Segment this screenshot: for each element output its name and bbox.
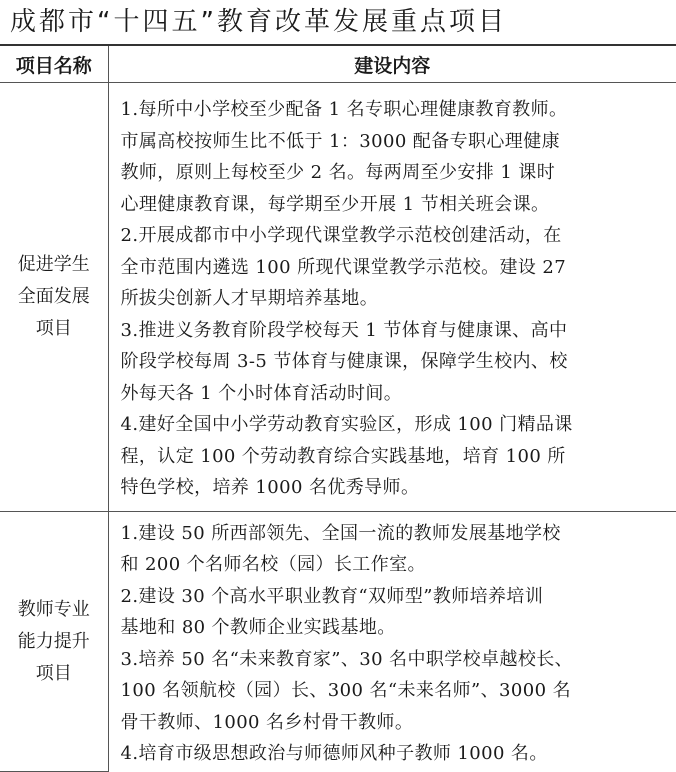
content-line: 3.推进义务教育阶段学校每天 1 节体育与健康课、高中 <box>120 319 568 341</box>
content-line: 1.建设 50 所西部领先、全国一流的教师发展基地学校 <box>120 522 561 544</box>
content-line: 100 名领航校（园）长、300 名“未来名师”、3000 名 <box>120 680 571 702</box>
content-line: 市属高校按师生比不低于 1：3000 配备专职心理健康 <box>120 130 561 152</box>
project-name-cell <box>0 83 108 512</box>
content-line: 1.每所中小学校至少配备 1 名专职心理健康教育教师。 <box>120 99 568 121</box>
content-item <box>121 518 667 581</box>
content-item <box>121 94 667 220</box>
table-header-row <box>0 45 676 83</box>
project-name-line: 项目 <box>35 662 72 684</box>
content-item <box>121 220 667 315</box>
content-line: 全市范围内遴选 100 所现代课堂教学示范校。建设 27 <box>120 256 567 278</box>
content-line: 心理健康教育课，每学期至少开展 1 节相关班会课。 <box>120 193 550 215</box>
content-line: 阶段学校每周 3-5 节体育与健康课，保障学生校内、校 <box>120 351 568 373</box>
project-name-line: 促进学生 <box>17 254 90 275</box>
project-name-cell <box>0 512 108 772</box>
content-line: 所拔尖创新人才早期培养基地。 <box>120 288 379 310</box>
project-name-line: 教师专业 <box>17 598 90 620</box>
content-line: 骨干教师、1000 名乡村骨干教师。 <box>120 711 414 733</box>
content-line: 教师，原则上每校至少 2 名。每两周至少安排 1 课时 <box>120 162 556 184</box>
content-line: 2.建设 30 个高水平职业教育“双师型”教师培养培训 <box>120 585 544 607</box>
content-item <box>121 581 667 644</box>
header-construction-content: 建设内容 <box>108 45 676 83</box>
project-content-cell <box>108 83 676 512</box>
projects-table <box>0 44 676 772</box>
content-item <box>121 409 667 504</box>
project-name-line: 全面发展 <box>17 286 90 307</box>
content-item <box>121 738 667 770</box>
page-title: 成都市“十四五”教育改革发展重点项目 <box>10 7 507 37</box>
content-line: 3.培养 50 名“未来教育家”、30 名中职学校卓越校长、 <box>120 648 574 670</box>
project-name-line: 能力提升 <box>17 630 90 652</box>
content-line: 程，认定 100 个劳动教育综合实践基地，培育 100 所 <box>120 445 566 467</box>
content-line: 和 200 个名师名校（园）长工作室。 <box>120 554 426 576</box>
table-row <box>0 512 676 772</box>
header-project-name: 项目名称 <box>0 45 108 83</box>
content-item <box>121 315 667 410</box>
content-line: 外每天各 1 个小时体育活动时间。 <box>120 382 403 404</box>
content-line: 基地和 80 个教师企业实践基地。 <box>120 617 396 639</box>
project-content-cell <box>108 512 676 772</box>
content-line: 特色学校，培养 1000 名优秀导师。 <box>120 477 420 499</box>
content-line: 4.建好全国中小学劳动教育实验区，形成 100 门精品课 <box>120 414 573 436</box>
table-row <box>0 83 676 512</box>
content-item <box>121 644 667 739</box>
project-name-line: 项目 <box>35 318 72 339</box>
content-line: 4.培育市级思想政治与师德师风种子教师 1000 名。 <box>120 743 548 765</box>
content-line: 2.开展成都市中小学现代课堂教学示范校创建活动，在 <box>120 225 562 247</box>
